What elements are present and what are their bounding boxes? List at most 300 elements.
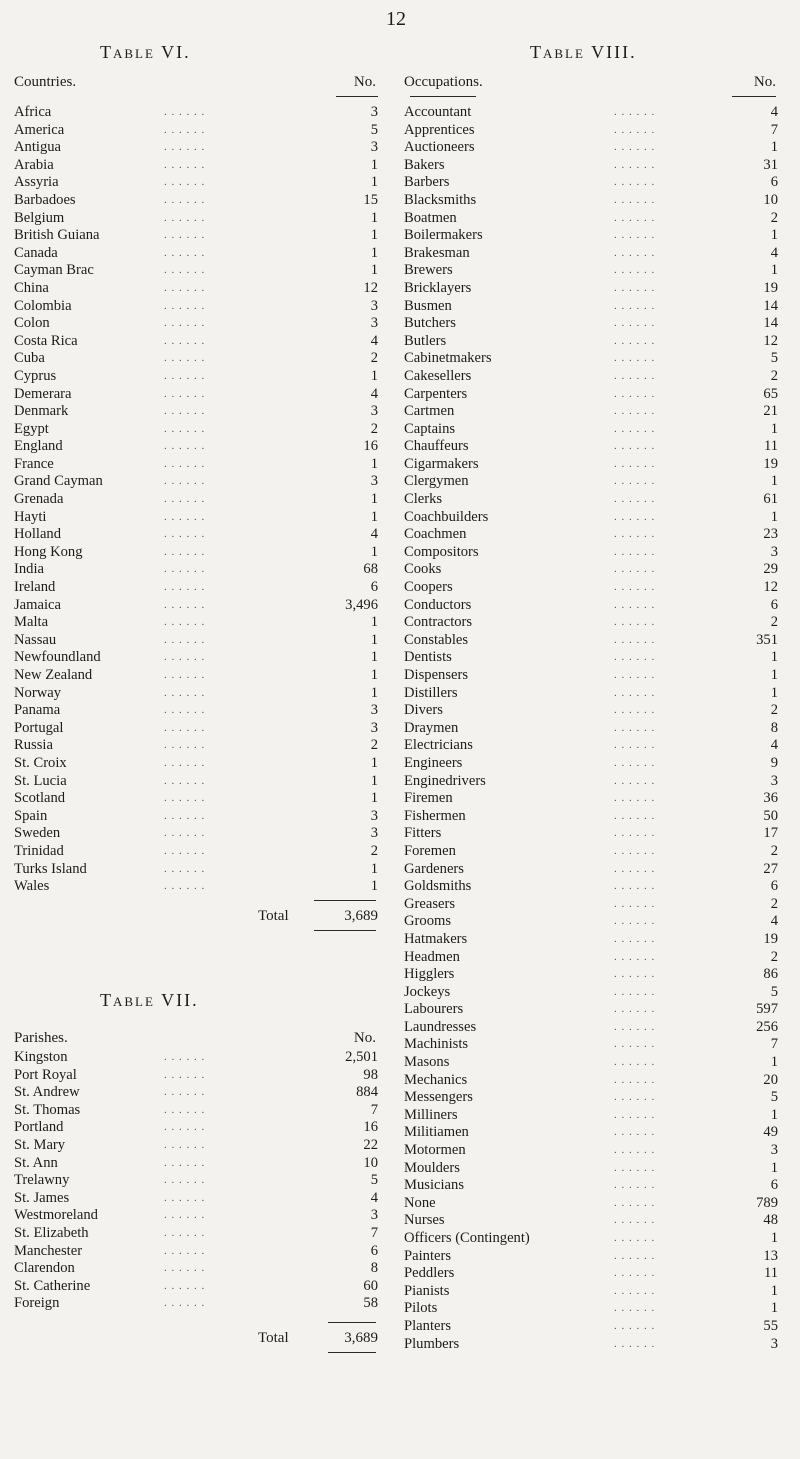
row-label: Sweden [14,825,61,842]
table-row [14,632,378,650]
row-label: Constables [404,631,469,648]
row-label: Blacksmiths [404,191,477,208]
row-label: Nurses [404,1212,445,1229]
table-row [14,280,378,298]
table-row [14,403,378,421]
row-value: 55 [763,1317,778,1334]
row-value: 3 [370,1207,378,1224]
table-row [14,1102,378,1120]
table-row [404,597,778,615]
dot-leader: . . . . . . [614,651,656,664]
table-row [404,649,778,667]
row-label: Messengers [404,1089,473,1106]
dot-leader: . . . . . . [614,633,656,646]
row-value: 1 [370,543,378,560]
table-row [14,773,378,791]
dot-leader: . . . . . . [614,1196,656,1209]
dot-leader: . . . . . . [164,880,206,893]
row-label: Coachmen [404,526,467,543]
dot-leader: . . . . . . [164,1244,206,1257]
dot-leader: . . . . . . [164,281,206,294]
row-label: Planters [404,1317,452,1334]
table-row [14,491,378,509]
dot-leader: . . . . . . [614,739,656,752]
table-row [404,1230,778,1248]
row-label: Compositors [404,543,479,560]
row-value: 65 [763,385,778,402]
row-value: 1 [770,1300,778,1317]
table-row [14,438,378,456]
row-value: 1 [370,649,378,666]
row-label: St. Lucia [14,772,67,789]
dot-leader: . . . . . . [164,246,206,259]
table-row [14,139,378,157]
table-row [14,157,378,175]
row-value: 7 [770,1036,778,1053]
dot-leader: . . . . . . [614,229,656,242]
dot-leader: . . . . . . [164,1103,206,1116]
table-row [14,210,378,228]
row-label: Machinists [404,1036,469,1053]
row-label: Pianists [404,1282,450,1299]
table-row [404,1072,778,1090]
row-value: 58 [363,1295,378,1312]
table-row [404,931,778,949]
row-value: 1 [370,684,378,701]
row-label: Foreign [14,1295,60,1312]
row-label: Foremen [404,842,456,859]
row-value: 3 [770,1335,778,1352]
row-label: Coopers [404,579,453,596]
table-row [404,526,778,544]
row-label: Portland [14,1119,64,1136]
table-row [404,192,778,210]
table-row [404,737,778,755]
table-row [14,649,378,667]
table-row [14,192,378,210]
table-row [14,720,378,738]
row-label: Clarendon [14,1260,75,1277]
row-label: Grenada [14,491,64,508]
dot-leader: . . . . . . [164,229,206,242]
table-row [14,843,378,861]
dot-leader: . . . . . . [614,369,656,382]
table-row [404,315,778,333]
row-label: Hong Kong [14,543,83,560]
dot-leader: . . . . . . [164,405,206,418]
row-label: Trinidad [14,842,64,859]
dot-leader: . . . . . . [164,809,206,822]
row-label: Moulders [404,1159,460,1176]
row-label: Trelawny [14,1172,70,1189]
table-row [14,174,378,192]
row-label: Boatmen [404,209,457,226]
row-label: Engineers [404,754,463,771]
dot-leader: . . . . . . [614,422,656,435]
table-row [404,227,778,245]
row-value: 17 [763,825,778,842]
row-label: Antigua [14,139,62,156]
row-value: 12 [763,579,778,596]
dot-leader: . . . . . . [614,176,656,189]
table-row [14,227,378,245]
dot-leader: . . . . . . [164,158,206,171]
dot-leader: . . . . . . [164,563,206,576]
row-label: Scotland [14,790,66,807]
table-row [14,333,378,351]
row-label: Higglers [404,966,455,983]
row-value: 16 [363,1119,378,1136]
table-row [404,245,778,263]
row-value: 597 [756,1001,778,1018]
row-label: Jockeys [404,983,451,1000]
row-label: America [14,121,65,138]
row-value: 3 [370,807,378,824]
row-label: Westmoreland [14,1207,98,1224]
row-value: 1 [370,878,378,895]
row-label: Malta [14,614,49,631]
row-value: 1 [770,227,778,244]
row-label: Dentists [404,649,452,666]
row-label: Boilermakers [404,227,483,244]
table-row [404,262,778,280]
row-value: 351 [756,631,778,648]
dot-leader: . . . . . . [614,669,656,681]
row-value: 3 [370,403,378,420]
row-label: Bakers [404,156,445,173]
dot-leader: . . . . . . [614,704,656,717]
table-row [14,122,378,140]
row-value: 19 [763,279,778,296]
dot-leader: . . . . . . [164,387,206,400]
table-vi-total-value: 3,689 [344,908,378,924]
table-row [404,579,778,597]
dot-leader: . . . . . . [614,193,656,206]
table-viii-header-rule-right [732,96,776,97]
row-value: 1 [770,667,778,683]
row-label: Goldsmiths [404,878,472,895]
row-value: 10 [363,1154,378,1171]
row-value: 49 [763,1124,778,1141]
row-value: 3 [370,297,378,314]
table-row [404,403,778,421]
table-row [14,350,378,368]
dot-leader: . . . . . . [164,633,206,646]
row-value: 12 [363,279,378,296]
row-value: 10 [763,191,778,208]
table-row [14,262,378,280]
row-label: Brakesman [404,244,470,261]
dot-leader: . . . . . . [164,669,206,681]
row-value: 256 [756,1018,778,1035]
row-label: Labourers [404,1001,464,1018]
row-value: 23 [763,526,778,543]
row-value: 6 [770,174,778,191]
row-label: Accountant [404,104,472,120]
dot-leader: . . . . . . [164,510,206,523]
table-row [14,737,378,755]
dot-leader: . . . . . . [164,528,206,541]
row-label: Egypt [14,420,49,437]
dot-leader: . . . . . . [164,1279,206,1292]
row-value: 29 [763,561,778,578]
row-value: 31 [763,156,778,173]
dot-leader: . . . . . . [614,756,656,769]
table-row [404,544,778,562]
table-row [404,861,778,879]
dot-leader: . . . . . . [164,1191,206,1204]
table-row [14,1067,378,1085]
row-label: Norway [14,684,62,701]
row-value: 1 [370,227,378,244]
row-label: Enginedrivers [404,772,486,789]
row-value: 1 [370,262,378,279]
table-row [14,579,378,597]
dot-leader: . . . . . . [164,792,206,805]
row-value: 21 [763,403,778,420]
dot-leader: . . . . . . [614,352,656,365]
dot-leader: . . . . . . [164,352,206,365]
row-label: Clergymen [404,473,469,490]
row-label: Painters [404,1247,452,1264]
table-row [404,491,778,509]
row-label: Butlers [404,332,447,349]
row-value: 4 [370,385,378,402]
dot-leader: . . . . . . [164,1138,206,1151]
dot-leader: . . . . . . [164,493,206,506]
table-row [14,544,378,562]
row-label: Canada [14,244,58,261]
dot-leader: . . . . . . [614,1144,656,1157]
table-row [404,825,778,843]
row-value: 1 [370,367,378,384]
table-vii-total-value: 3,689 [344,1330,378,1346]
dot-leader: . . . . . . [164,827,206,840]
table-row [14,614,378,632]
table-row [404,368,778,386]
table-row [404,280,778,298]
row-label: Coachbuilders [404,508,489,525]
row-value: 1 [770,1230,778,1246]
table-vi-header-no: No. [353,74,376,90]
row-label: Headmen [404,948,460,965]
table-viii-title: Table VIII. [530,42,637,62]
row-value: 3 [370,719,378,736]
row-label: Greasers [404,895,456,912]
row-value: 3 [370,315,378,332]
table-row [404,1318,778,1336]
row-value: 1 [370,491,378,508]
row-label: India [14,561,44,578]
row-value: 8 [770,719,778,736]
table-row [404,509,778,527]
row-value: 1 [770,508,778,525]
table-row [14,825,378,843]
table-row [404,1054,778,1072]
dot-leader: . . . . . . [614,457,656,470]
row-label: Fitters [404,825,442,842]
dot-leader: . . . . . . [614,897,656,910]
dot-leader: . . . . . . [164,475,206,488]
dot-leader: . . . . . . [614,880,656,893]
table-vii-header-parishes: Parishes. [14,1030,68,1046]
row-label: Chauffeurs [404,438,469,455]
row-value: 6 [770,1177,778,1194]
dot-leader: . . . . . . [614,299,656,312]
row-label: Masons [404,1054,450,1071]
dot-leader: . . . . . . [614,317,656,330]
dot-leader: . . . . . . [614,792,656,805]
row-label: Kingston [14,1049,68,1065]
dot-leader: . . . . . . [614,915,656,928]
row-value: 4 [370,332,378,349]
row-value: 1 [770,473,778,490]
table-row [404,438,778,456]
table-row [404,966,778,984]
table-vi-header-countries: Countries. [14,74,77,90]
table-vii-rows [14,1049,378,1313]
table-vi-total-rule [314,900,376,901]
dot-leader: . . . . . . [614,387,656,400]
dot-leader: . . . . . . [164,598,206,611]
row-value: 4 [370,526,378,543]
row-label: Busmen [404,297,452,314]
table-row [14,245,378,263]
row-value: 9 [770,754,778,771]
row-label: Milliners [404,1106,458,1123]
dot-leader: . . . . . . [614,1038,656,1051]
table-vii-total-rule [328,1322,376,1323]
row-label: St. Ann [14,1154,58,1171]
row-label: Cakesellers [404,367,472,384]
row-label: Cuba [14,350,45,367]
row-label: Dispensers [404,667,469,683]
row-value: 3,496 [345,596,378,613]
dot-leader: . . . . . . [614,774,656,787]
dot-leader: . . . . . . [614,106,656,118]
dot-leader: . . . . . . [164,457,206,470]
dot-leader: . . . . . . [164,1156,206,1169]
dot-leader: . . . . . . [614,510,656,523]
row-label: Butchers [404,315,456,332]
table-row [404,896,778,914]
row-label: Colon [14,315,50,332]
row-value: 13 [763,1247,778,1264]
row-label: Musicians [404,1177,464,1194]
row-label: Captains [404,420,456,437]
row-value: 5 [370,1172,378,1189]
row-value: 5 [770,983,778,1000]
dot-leader: . . . . . . [164,176,206,189]
row-label: Portugal [14,719,64,736]
row-label: St. Catherine [14,1277,91,1294]
table-row [404,456,778,474]
dot-leader: . . . . . . [614,123,656,136]
row-value: 2 [770,842,778,859]
row-value: 4 [370,1189,378,1206]
row-value: 4 [770,737,778,754]
row-value: 3 [770,1142,778,1159]
table-viii-header-occupations: Occupations. [404,74,483,90]
table-row [404,298,778,316]
row-label: St. Andrew [14,1084,80,1101]
dot-leader: . . . . . . [614,281,656,294]
dot-leader: . . . . . . [164,334,206,347]
table-row [404,1089,778,1107]
table-row [404,790,778,808]
row-label: Holland [14,526,62,543]
table-row [14,1278,378,1296]
table-row [404,878,778,896]
dot-leader: . . . . . . [164,211,206,224]
table-row [404,157,778,175]
row-value: 1 [370,156,378,173]
dot-leader: . . . . . . [164,616,206,629]
dot-leader: . . . . . . [164,1262,206,1275]
table-vii-header-no: No. [353,1030,376,1046]
row-value: 4 [770,913,778,930]
table-row [404,755,778,773]
table-row [404,843,778,861]
table-row [14,1207,378,1225]
row-value: 2 [770,614,778,631]
table-row [14,1243,378,1261]
row-value: 1 [370,754,378,771]
table-vi-total-label: Total [258,908,289,924]
row-value: 8 [370,1260,378,1277]
row-label: Carpenters [404,385,468,402]
row-label: Cyprus [14,367,57,384]
dot-leader: . . . . . . [614,1249,656,1262]
row-value: 7 [370,1224,378,1241]
dot-leader: . . . . . . [164,141,206,154]
row-label: Jamaica [14,596,61,613]
dot-leader: . . . . . . [164,862,206,875]
row-label: Cayman Brac [14,262,94,279]
row-label: St. Elizabeth [14,1224,89,1241]
table-row [404,949,778,967]
row-label: England [14,438,63,455]
dot-leader: . . . . . . [164,106,206,118]
dot-leader: . . . . . . [614,616,656,629]
row-value: 68 [363,561,378,578]
dot-leader: . . . . . . [614,1267,656,1280]
row-label: Spain [14,807,48,824]
table-row [404,1283,778,1301]
dot-leader: . . . . . . [614,1161,656,1174]
dot-leader: . . . . . . [614,862,656,875]
table-row [404,773,778,791]
row-value: 11 [763,1265,778,1282]
row-label: Newfoundland [14,649,101,666]
table-row [404,614,778,632]
table-row [14,1295,378,1313]
row-value: 2 [770,209,778,226]
row-value: 5 [370,121,378,138]
dot-leader: . . . . . . [614,1020,656,1033]
table-row [404,984,778,1002]
row-label: Hatmakers [404,930,468,947]
dot-leader: . . . . . . [614,1056,656,1069]
dot-leader: . . . . . . [614,581,656,594]
row-value: 2 [770,895,778,912]
table-row [404,1036,778,1054]
table-row [14,104,378,122]
row-label: Militiamen [404,1124,469,1141]
table-row [14,1225,378,1243]
dot-leader: . . . . . . [614,493,656,506]
row-value: 7 [770,121,778,138]
